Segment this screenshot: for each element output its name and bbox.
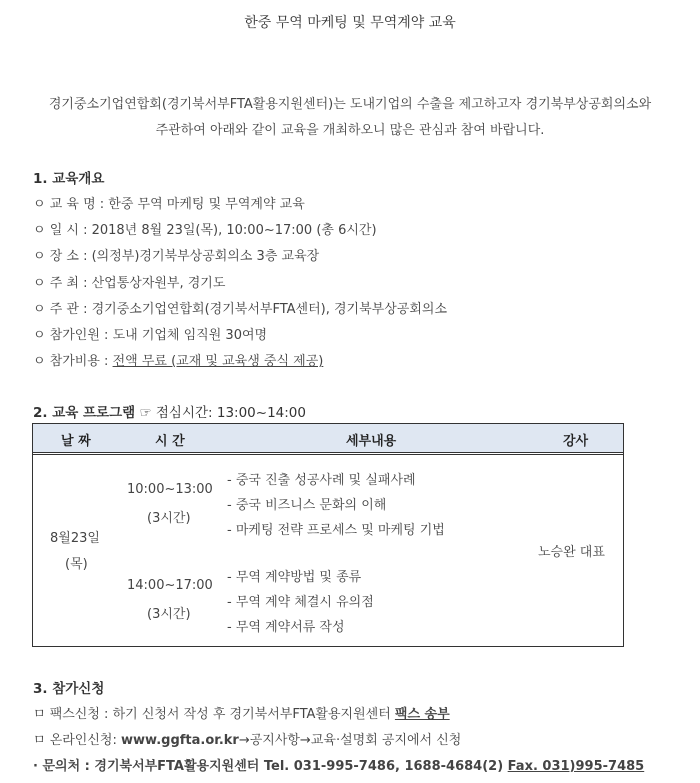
session-1-topic-3: - 마케팅 전략 프로세스 및 마케팅 기법 bbox=[227, 523, 445, 538]
fee-label: ㅇ 참가비용 : bbox=[33, 354, 113, 369]
contact-fax: Fax. 031)995-7485 bbox=[507, 759, 645, 774]
instructor-cell: 노승완 대표 bbox=[538, 545, 605, 560]
apply-online bbox=[33, 729, 461, 748]
section-1-heading: 1. 교육개요 bbox=[33, 171, 105, 187]
session-1-topic-1: - 중국 진출 성공사례 및 실패사례 bbox=[227, 473, 416, 488]
page-title: 한중 무역 마케팅 및 무역계약 교육 bbox=[244, 15, 456, 31]
header-time: 시 간 bbox=[155, 434, 185, 449]
online-apply-label: ㅁ 온라인신청: bbox=[33, 733, 121, 748]
header-instructor: 강사 bbox=[563, 434, 589, 449]
session-2-time: 14:00~17:00 bbox=[127, 578, 213, 593]
session-1-duration: (3시간) bbox=[147, 511, 191, 526]
intro-line-2: 주관하여 아래와 같이 교육을 개최하오니 많은 관심과 참여 바랍니다. bbox=[155, 123, 545, 138]
lunch-note: ☞ 점심시간: 13:00~14:00 bbox=[135, 405, 306, 421]
contact-info bbox=[33, 755, 644, 774]
overview-item-venue: ㅇ 장 소 : (의정부)경기북부상공회의소 3층 교육장 bbox=[33, 249, 320, 264]
overview-item-host: ㅇ 주 최 : 산업통상자원부, 경기도 bbox=[33, 276, 226, 291]
session-2-duration: (3시간) bbox=[147, 607, 191, 622]
fax-send-highlight: 팩스 송부 bbox=[394, 707, 450, 722]
overview-item-datetime: ㅇ 일 시 : 2018년 8월 23일(목), 10:00~17:00 (총 6시간) bbox=[33, 223, 377, 238]
session-2-topic-1: - 무역 계약방법 및 종류 bbox=[227, 570, 362, 585]
overview-item-participants: ㅇ 참가인원 : 도내 기업체 임직원 30여명 bbox=[33, 328, 268, 343]
fee-value: 전액 무료 (교재 및 교육생 중식 제공) bbox=[112, 354, 324, 369]
header-date: 날 짜 bbox=[61, 434, 91, 449]
header-details: 세부내용 bbox=[346, 434, 397, 449]
date-cell-line-1: 8월23일 bbox=[50, 531, 100, 546]
intro-line-1: 경기중소기업연합회(경기북서부FTA활용지원센터)는 도내기업의 수출을 제고하고자 경기북부상공회의소와 bbox=[48, 97, 652, 112]
overview-item-organizer: ㅇ 주 관 : 경기중소기업연합회(경기북서부FTA센터), 경기북부상공회의소 bbox=[33, 302, 448, 317]
session-1-topic-2: - 중국 비즈니스 문화의 이해 bbox=[227, 498, 387, 513]
program-table bbox=[32, 423, 624, 647]
date-cell-line-2: (목) bbox=[65, 557, 88, 572]
session-1-time: 10:00~13:00 bbox=[127, 482, 213, 497]
contact-tel: Tel. 031-995-7486, 1688-4684(2) bbox=[263, 759, 508, 774]
session-2-topic-2: - 무역 계약 체결시 유의점 bbox=[227, 595, 374, 610]
overview-item-fee bbox=[33, 350, 323, 369]
section-2-heading bbox=[33, 401, 306, 421]
session-2-topic-3: - 무역 계약서류 작성 bbox=[227, 620, 345, 635]
header-divider bbox=[33, 454, 623, 455]
section-2-title: 2. 교육 프로그램 bbox=[33, 405, 136, 421]
apply-by-fax bbox=[33, 703, 450, 722]
program-table-header bbox=[33, 424, 623, 453]
fax-apply-text: ㅁ 팩스신청 : 하기 신청서 작성 후 경기북서부FTA활용지원센터 bbox=[33, 707, 395, 722]
online-apply-path: →공지사항→교육·설명회 공지에서 신청 bbox=[238, 733, 462, 748]
overview-item-course-name: ㅇ 교 육 명 : 한중 무역 마케팅 및 무역계약 교육 bbox=[33, 197, 305, 212]
online-apply-url[interactable]: www.ggfta.or.kr bbox=[121, 733, 239, 748]
contact-label: · 문의처 : 경기북서부FTA활용지원센터 bbox=[33, 759, 264, 774]
section-3-heading: 3. 참가신청 bbox=[33, 681, 105, 697]
